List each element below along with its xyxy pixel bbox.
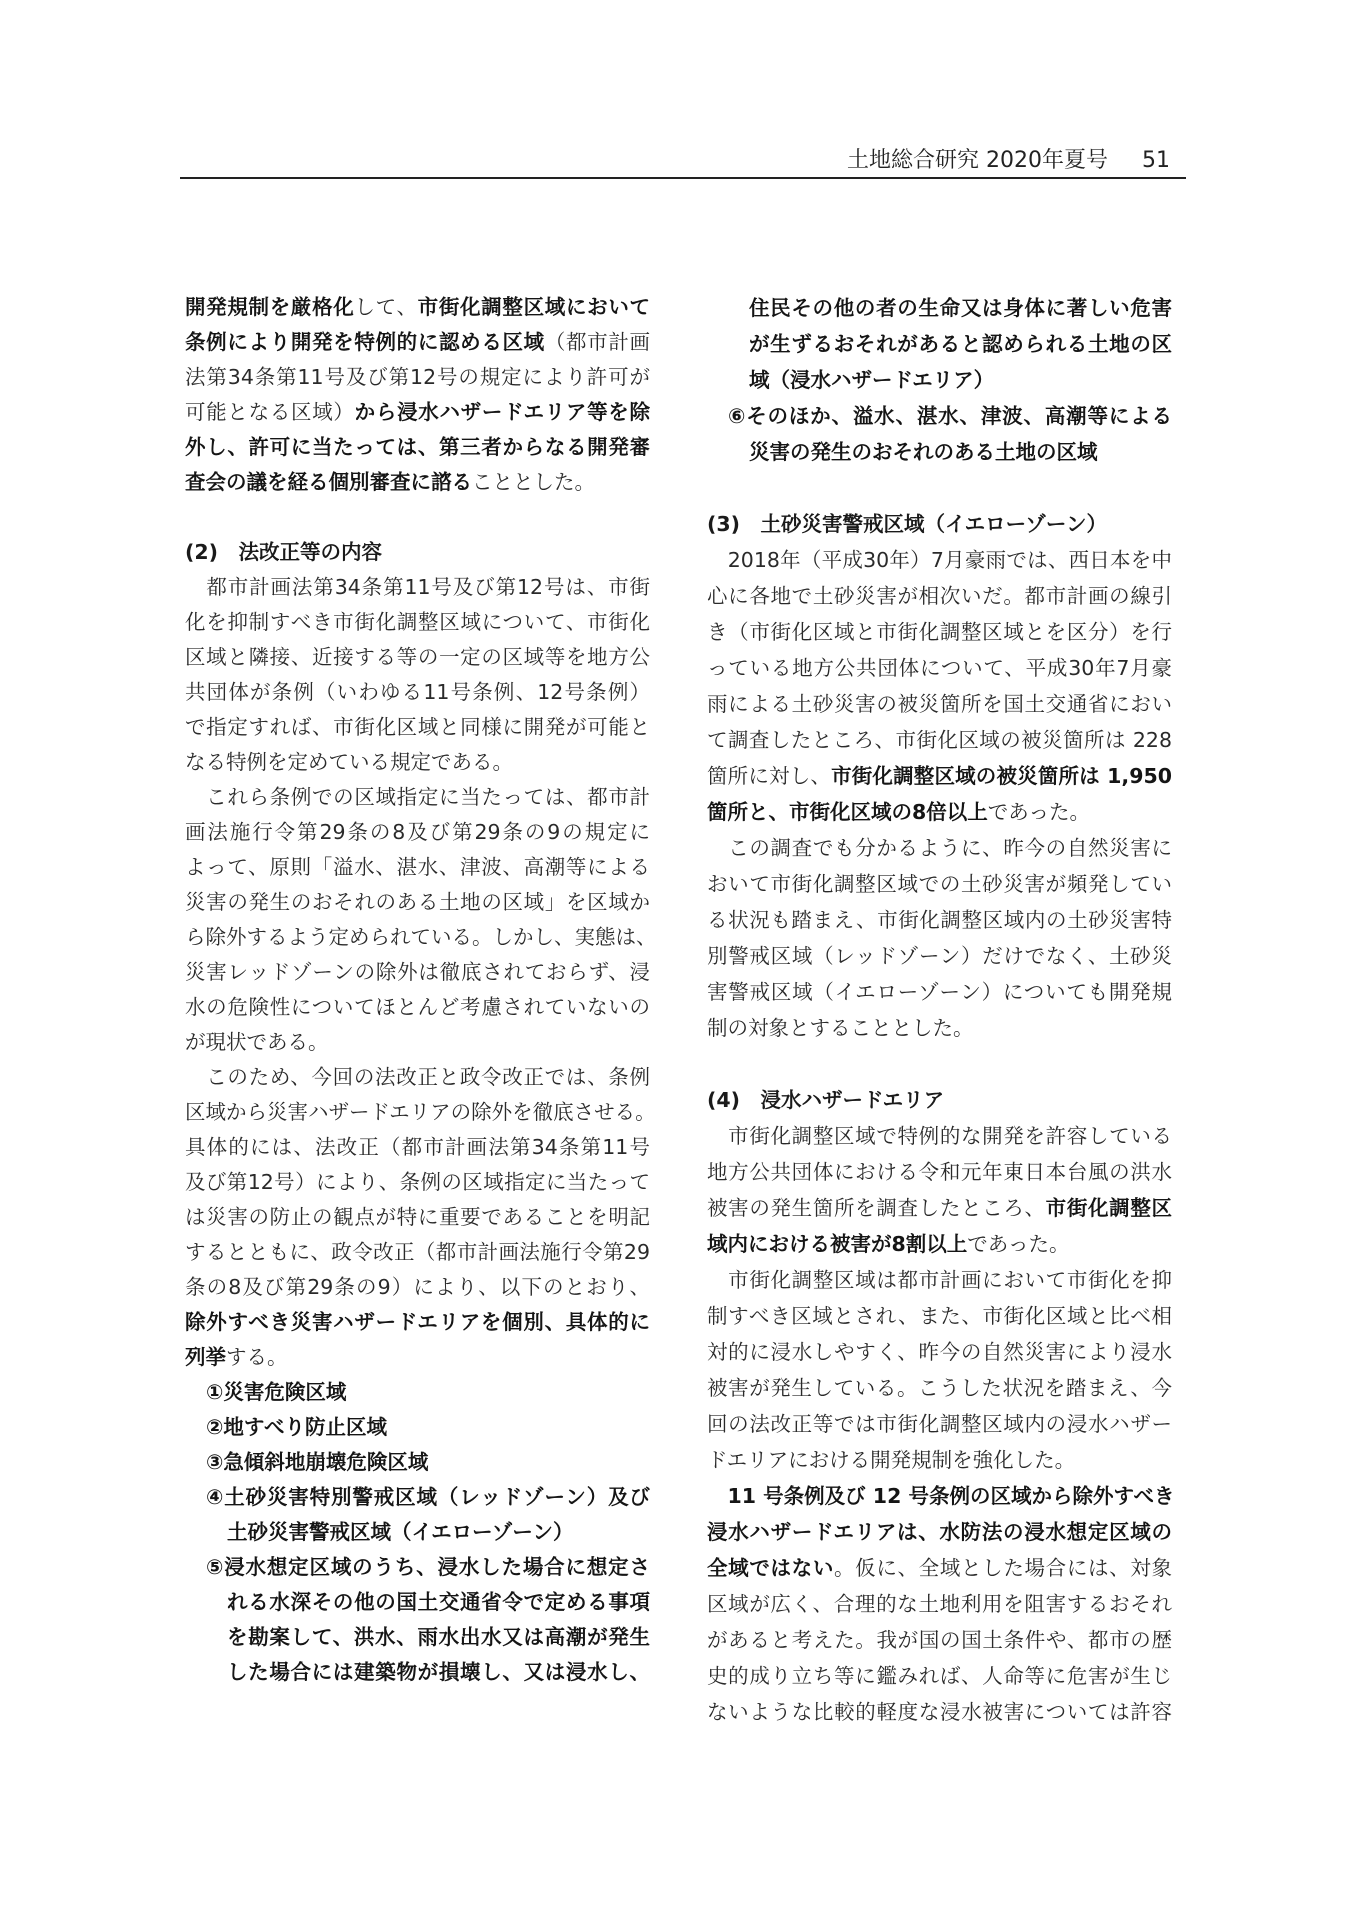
text-segment: おいて市街化調整区域での土砂災害が頻発してい: [707, 872, 1172, 896]
text-line: [707, 1478, 1175, 1514]
text-line: [185, 1130, 650, 1165]
section-heading: [185, 535, 650, 570]
text-line: [707, 1226, 1172, 1262]
text-segment: き（市街化区域と市街化調整区域とを区分）を行: [707, 620, 1172, 644]
text-line: [185, 990, 650, 1025]
running-header: [847, 143, 1170, 174]
text-segment: 画法施行令第29条の8及び第29条の9の規定に: [185, 820, 650, 844]
text-line: [707, 1694, 1172, 1730]
text-line: [185, 325, 650, 360]
bold-text: 域（浸水ハザードエリア）: [749, 368, 995, 392]
text-line: [707, 1442, 1172, 1478]
text-line: [707, 1622, 1172, 1658]
text-line: [185, 395, 650, 430]
list-item-line: [185, 1620, 650, 1655]
text-line: [707, 1190, 1172, 1226]
page-number: 51: [1142, 148, 1170, 173]
text-line: [707, 686, 1172, 722]
text-line: [185, 885, 650, 920]
text-segment: 区域と隣接、近接する等の一定の区域等を地方公: [185, 645, 650, 669]
bold-text: 域内における被害が8割以上: [707, 1232, 968, 1256]
bold-text: を勘案して、洪水、雨水出水又は高潮が発生: [227, 1625, 650, 1649]
text-line: [707, 1550, 1172, 1586]
bold-text: ②地すべり防止区域: [206, 1415, 387, 1439]
text-segment: ドエリアにおける開発規制を強化した。: [707, 1448, 1076, 1472]
list-item-line: [185, 1445, 650, 1480]
text-line: [707, 1658, 1172, 1694]
text-segment: このため、今回の法改正と政令改正では、条例: [185, 1065, 650, 1089]
text-segment: 。仮に、全域とした場合には、対象: [834, 1556, 1172, 1580]
bold-text: 浸水ハザードエリアは、水防法の浸水想定区域の: [707, 1520, 1172, 1544]
text-line: [707, 974, 1172, 1010]
list-item-line: [185, 1410, 650, 1445]
text-segment: して、: [354, 295, 418, 319]
text-line: [185, 290, 650, 325]
list-item-line: [185, 1585, 650, 1620]
text-line: [707, 650, 1172, 686]
text-segment: なる特例を定めている規定である。: [185, 750, 513, 774]
blank-line: [707, 470, 1172, 506]
text-segment: （都市計画: [544, 330, 651, 354]
text-line: [185, 955, 650, 990]
text-line: [707, 1370, 1172, 1406]
bold-text: 市街化調整区: [1045, 1196, 1173, 1220]
list-item-line: [707, 290, 1172, 326]
text-segment: 条の8及び第29条の9）により、以下のとおり、: [185, 1275, 650, 1299]
text-line: [185, 360, 650, 395]
text-line: [707, 722, 1172, 758]
bold-text: ③急傾斜地崩壊危険区域: [206, 1450, 429, 1474]
text-segment: 対的に浸水しやすく、昨今の自然災害により浸水: [707, 1340, 1172, 1364]
bold-text: 土砂災害警戒区域（イエローゾーン）: [227, 1520, 574, 1544]
bold-text: が生ずるおそれがあると認められる土地の区: [749, 332, 1172, 356]
bold-text: ⑤浸水想定区域のうち、浸水した場合に想定さ: [206, 1555, 650, 1579]
text-line: [185, 1025, 650, 1060]
right-column: [707, 290, 1175, 1730]
text-segment: (3) 土砂災害警戒区域（イエローゾーン）: [707, 512, 1107, 536]
text-line: [185, 1340, 650, 1375]
list-item-line: [185, 1480, 650, 1515]
text-line: [185, 570, 650, 605]
text-segment: 市街化調整区域で特例的な開発を許容している: [707, 1124, 1172, 1148]
text-line: [707, 830, 1172, 866]
text-segment: 別警戒区域（レッドゾーン）だけでなく、土砂災: [707, 944, 1172, 968]
bold-text: 市街化調整区域において: [417, 295, 651, 319]
text-line: [707, 1154, 1172, 1190]
text-segment: 化を抑制すべき市街化調整区域について、市街化: [185, 610, 650, 634]
text-segment: ら除外するよう定められている。しかし、実態は、: [185, 925, 657, 949]
bold-text: 外し、許可に当たっては、第三者からなる開発審: [185, 435, 650, 459]
text-segment: る状況も踏まえ、市街化調整区域内の土砂災害特: [707, 908, 1172, 932]
text-segment: 地方公共団体における令和元年東日本台風の洪水: [707, 1160, 1172, 1184]
text-segment: 史的成り立ち等に鑑みれば、人命等に危害が生じ: [707, 1664, 1172, 1688]
text-segment: 具体的には、法改正（都市計画法第34条第11号: [185, 1135, 650, 1159]
text-segment: で指定すれば、市街化区域と同様に開発が可能と: [185, 715, 650, 739]
text-line: [185, 920, 657, 955]
text-line: [185, 745, 650, 780]
bold-text: 全域ではない: [707, 1556, 834, 1580]
text-line: [185, 1165, 650, 1200]
bold-text: 住民その他の者の生命又は身体に著しい危害: [749, 296, 1172, 320]
text-line: [185, 675, 650, 710]
text-line: [707, 1298, 1172, 1334]
text-line: [707, 1118, 1172, 1154]
text-segment: は災害の防止の観点が特に重要であることを明記: [185, 1205, 650, 1229]
bold-text: 列挙: [185, 1345, 226, 1369]
text-segment: 被害の発生箇所を調査したところ、: [707, 1196, 1046, 1220]
list-item-line: [185, 1550, 650, 1585]
text-segment: (2) 法改正等の内容: [185, 540, 383, 564]
bold-text: ①災害危険区域: [206, 1380, 347, 1404]
bold-text: 査会の議を経る個別審査に諮る: [185, 470, 472, 494]
text-line: [707, 1514, 1172, 1550]
text-line: [185, 1235, 650, 1270]
text-line: [185, 710, 650, 745]
bold-text: 除外すべき災害ハザードエリアを個別、具体的に: [185, 1310, 650, 1334]
text-segment: が現状である。: [185, 1030, 329, 1054]
bold-text: 開発規制を厳格化: [185, 295, 355, 319]
bold-text: 条例により開発を特例的に認める区域: [185, 330, 545, 354]
text-segment: 制すべき区域とされ、また、市街化区域と比べ相: [707, 1304, 1172, 1328]
bold-text: ⑥そのほか、溢水、湛水、津波、高潮等による: [728, 404, 1172, 428]
bold-text: 11 号条例及び 12 号条例の区域から除外すべき: [707, 1484, 1175, 1508]
text-line: [185, 465, 650, 500]
list-item-line: [707, 362, 1172, 398]
text-segment: こととした。: [472, 470, 595, 494]
bold-text: から浸水ハザードエリア等を除: [354, 400, 651, 424]
text-segment: であった。: [987, 800, 1091, 824]
text-segment: 心に各地で土砂災害が相次いだ。都市計画の線引: [707, 584, 1172, 608]
text-segment: て調査したところ、市街化区域の被災箇所は 228: [707, 728, 1172, 752]
blank-line: [707, 1046, 1172, 1082]
text-line: [707, 614, 1172, 650]
bold-text: れる水深その他の国土交通省令で定める事項: [227, 1590, 650, 1614]
text-line: [185, 815, 650, 850]
blank-line: [185, 500, 650, 535]
text-segment: するとともに、政令改正（都市計画法施行令第29: [185, 1240, 650, 1264]
text-segment: する。: [226, 1345, 288, 1369]
journal-title: 土地総合研究 2020年夏号: [847, 148, 1108, 173]
text-segment: 区域から災害ハザードエリアの除外を徹底させる。: [185, 1100, 656, 1124]
text-line: [707, 794, 1172, 830]
text-line: [185, 1200, 650, 1235]
text-segment: っている地方公共団体について、平成30年7月豪: [707, 656, 1172, 680]
text-segment: これら条例での区域指定に当たっては、都市計: [185, 785, 650, 809]
text-segment: (4) 浸水ハザードエリア: [707, 1088, 945, 1112]
bold-text: ④土砂災害特別警戒区域（レッドゾーン）及び: [206, 1485, 650, 1509]
header-rule: [180, 177, 1186, 179]
text-segment: 箇所に対し、: [707, 764, 832, 788]
text-segment: 2018年（平成30年）7月豪雨では、西日本を中: [707, 548, 1172, 572]
text-line: [707, 902, 1172, 938]
text-segment: があると考えた。我が国の国土条件や、都市の歴: [707, 1628, 1172, 1652]
list-item-line: [185, 1655, 650, 1690]
text-segment: 害警戒区域（イエローゾーン）についても開発規: [707, 980, 1172, 1004]
text-segment: この調査でも分かるように、昨今の自然災害に: [707, 836, 1172, 860]
text-segment: 都市計画法第34条第11号及び第12号は、市街: [185, 575, 650, 599]
text-segment: 回の法改正等では市街化調整区域内の浸水ハザー: [707, 1412, 1172, 1436]
text-line: [185, 430, 650, 465]
bold-text: 災害の発生のおそれのある土地の区域: [749, 440, 1098, 464]
section-heading: [707, 506, 1172, 542]
text-segment: 水の危険性についてほとんど考慮されていないの: [185, 995, 650, 1019]
list-item-line: [185, 1515, 650, 1550]
text-segment: 市街化調整区域は都市計画において市街化を抑: [707, 1268, 1172, 1292]
text-line: [185, 1095, 656, 1130]
list-item-line: [707, 326, 1172, 362]
text-segment: 制の対象とすることとした。: [707, 1016, 974, 1040]
text-line: [185, 1305, 650, 1340]
text-line: [707, 1010, 1172, 1046]
text-line: [707, 1406, 1172, 1442]
text-line: [185, 640, 650, 675]
text-line: [185, 1270, 650, 1305]
section-heading: [707, 1082, 1172, 1118]
text-segment: 及び第12号）により、条例の区域指定に当たって: [185, 1170, 650, 1194]
text-line: [185, 850, 650, 885]
text-line: [707, 1262, 1172, 1298]
text-line: [707, 1334, 1172, 1370]
text-line: [707, 578, 1172, 614]
text-segment: 被害が発生している。こうした状況を踏まえ、今: [707, 1376, 1172, 1400]
list-item-line: [707, 398, 1172, 434]
bold-text: 箇所と、市街化区域の8倍以上: [707, 800, 988, 824]
text-line: [185, 780, 650, 815]
list-item-line: [185, 1375, 650, 1410]
text-segment: 災害の発生のおそれのある土地の区域」を区域か: [185, 890, 650, 914]
text-line: [707, 938, 1172, 974]
left-column: [185, 290, 657, 1690]
text-segment: ないような比較的軽度な浸水被害については許容: [707, 1700, 1172, 1724]
bold-text: 市街化調整区域の被災箇所は 1,950: [831, 764, 1173, 788]
text-segment: 共団体が条例（いわゆる11号条例、12号条例）: [185, 680, 650, 704]
text-line: [707, 1586, 1172, 1622]
text-line: [185, 605, 650, 640]
text-segment: 可能となる区域）: [185, 400, 355, 424]
text-line: [707, 758, 1172, 794]
bold-text: した場合には建築物が損壊し、又は浸水し、: [227, 1660, 650, 1684]
text-line: [185, 1060, 650, 1095]
text-segment: よって、原則「溢水、湛水、津波、高潮等による: [185, 855, 650, 879]
text-segment: 雨による土砂災害の被災箇所を国土交通省におい: [707, 692, 1172, 716]
text-segment: 区域が広く、合理的な土地利用を阻害するおそれ: [707, 1592, 1172, 1616]
text-line: [707, 866, 1172, 902]
text-segment: 災害レッドゾーンの除外は徹底されておらず、浸: [185, 960, 650, 984]
list-item-line: [707, 434, 1172, 470]
text-segment: 法第34条第11号及び第12号の規定により許可が: [185, 365, 650, 389]
text-line: [707, 542, 1172, 578]
text-segment: であった。: [967, 1232, 1070, 1256]
